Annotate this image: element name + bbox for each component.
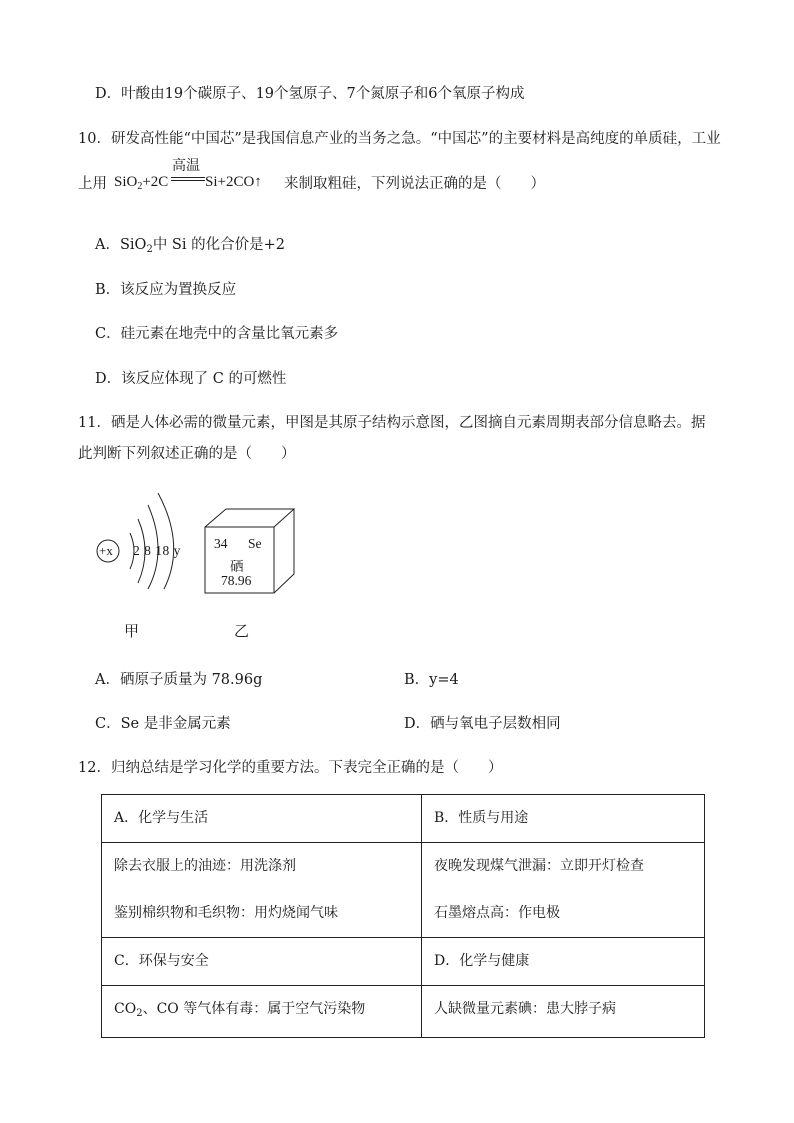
element-name: 硒 (230, 559, 244, 575)
table-cell-c-content (102, 986, 422, 1038)
q10-option-c: C．硅元素在地壳中的含量比氧元素多 (95, 326, 339, 342)
table-cell-b-header: B．性质与用途 (422, 795, 705, 843)
q11-option-c: C．Se 是非金属元素 (95, 716, 231, 732)
atom-structure-diagram (90, 485, 195, 590)
table-row (102, 795, 705, 843)
q10-option-d: D．该反应体现了 C 的可燃性 (95, 371, 287, 387)
electron-shell-counts: 2 8 18 y (133, 543, 181, 558)
nucleus-charge: +x (99, 543, 113, 558)
q10-equation-condition: 高温 (172, 159, 200, 174)
table-cell-text: 除去衣服上的油迹：用洗涤剂 (114, 858, 296, 874)
table-cell-a-content (102, 843, 422, 938)
q10-option-b: B．该反应为置换反应 (95, 282, 237, 298)
q10-stem-prefix: 上用 (78, 176, 107, 192)
element-atomic-mass: 78.96 (221, 573, 252, 588)
table-cell-b-content (422, 843, 705, 938)
table-cell-text: 人缺微量元素碘：患大脖子病 (434, 1001, 616, 1017)
q12-summary-table (101, 794, 705, 1038)
element-atomic-number: 34 (214, 536, 228, 551)
table-row (102, 843, 705, 938)
table-row (102, 986, 705, 1038)
equals-line-bottom (171, 180, 205, 181)
q11-option-a: A．硒原子质量为 78.96g (95, 672, 263, 688)
table-cell-text: 鉴别棉织物和毛织物：用灼烧闻气味 (114, 905, 338, 921)
q10-equation-right: Si+2CO↑ (205, 174, 262, 190)
table-cell-text: $CO_2$、CO 等气体有毒：属于空气污染物 (114, 1001, 366, 1019)
atom-caption: 甲 (124, 622, 140, 640)
table-cell-c-header: C．环保与安全 (102, 938, 422, 986)
q11-option-b: B．y=4 (404, 672, 459, 688)
element-caption: 乙 (234, 622, 250, 640)
table-cell-d-header: D．化学与健康 (422, 938, 705, 986)
table-cell-text: 夜晚发现煤气泄漏：立即开灯检查 (434, 858, 644, 874)
q10-option-a: A．SiO$_2$中 Si 的化合价是+2 (95, 237, 285, 255)
q11-stem-line1: 11．硒是人体必需的微量元素，甲图是其原子结构示意图，乙图摘自元素周期表部分信息略去。据 (78, 415, 706, 431)
cube-top-face (205, 509, 294, 527)
q10-stem-line1: 10．研发高性能“中国芯”是我国信息产业的当务之急。“中国芯”的主要材料是高纯度的单质硅，工业 (78, 131, 721, 147)
electron-shell-arc-4 (158, 493, 174, 589)
cube-side-face (274, 509, 294, 593)
element-symbol: Se (248, 536, 262, 551)
q10-stem-suffix: 来制取粗硅，下列说法正确的是（ ） (284, 176, 545, 192)
equals-line-top (171, 177, 205, 178)
table-row (102, 938, 705, 986)
q9-option-d: D．叶酸由19个碳原子、19个氢原子、7个氮原子和6个氧原子构成 (95, 86, 525, 102)
q11-stem-line2: 此判断下列叙述正确的是（ ） (78, 446, 296, 462)
q11-option-d: D．硒与氧电子层数相同 (404, 716, 561, 732)
q10-equation-left: SiO$_2$+2C (114, 174, 169, 192)
table-cell-a-header: A．化学与生活 (102, 795, 422, 843)
q12-stem: 12．归纳总结是学习化学的重要方法。下表完全正确的是（ ） (78, 760, 503, 776)
table-cell-text: 石墨熔点高：作电极 (434, 905, 560, 921)
table-cell-d-content (422, 986, 705, 1038)
